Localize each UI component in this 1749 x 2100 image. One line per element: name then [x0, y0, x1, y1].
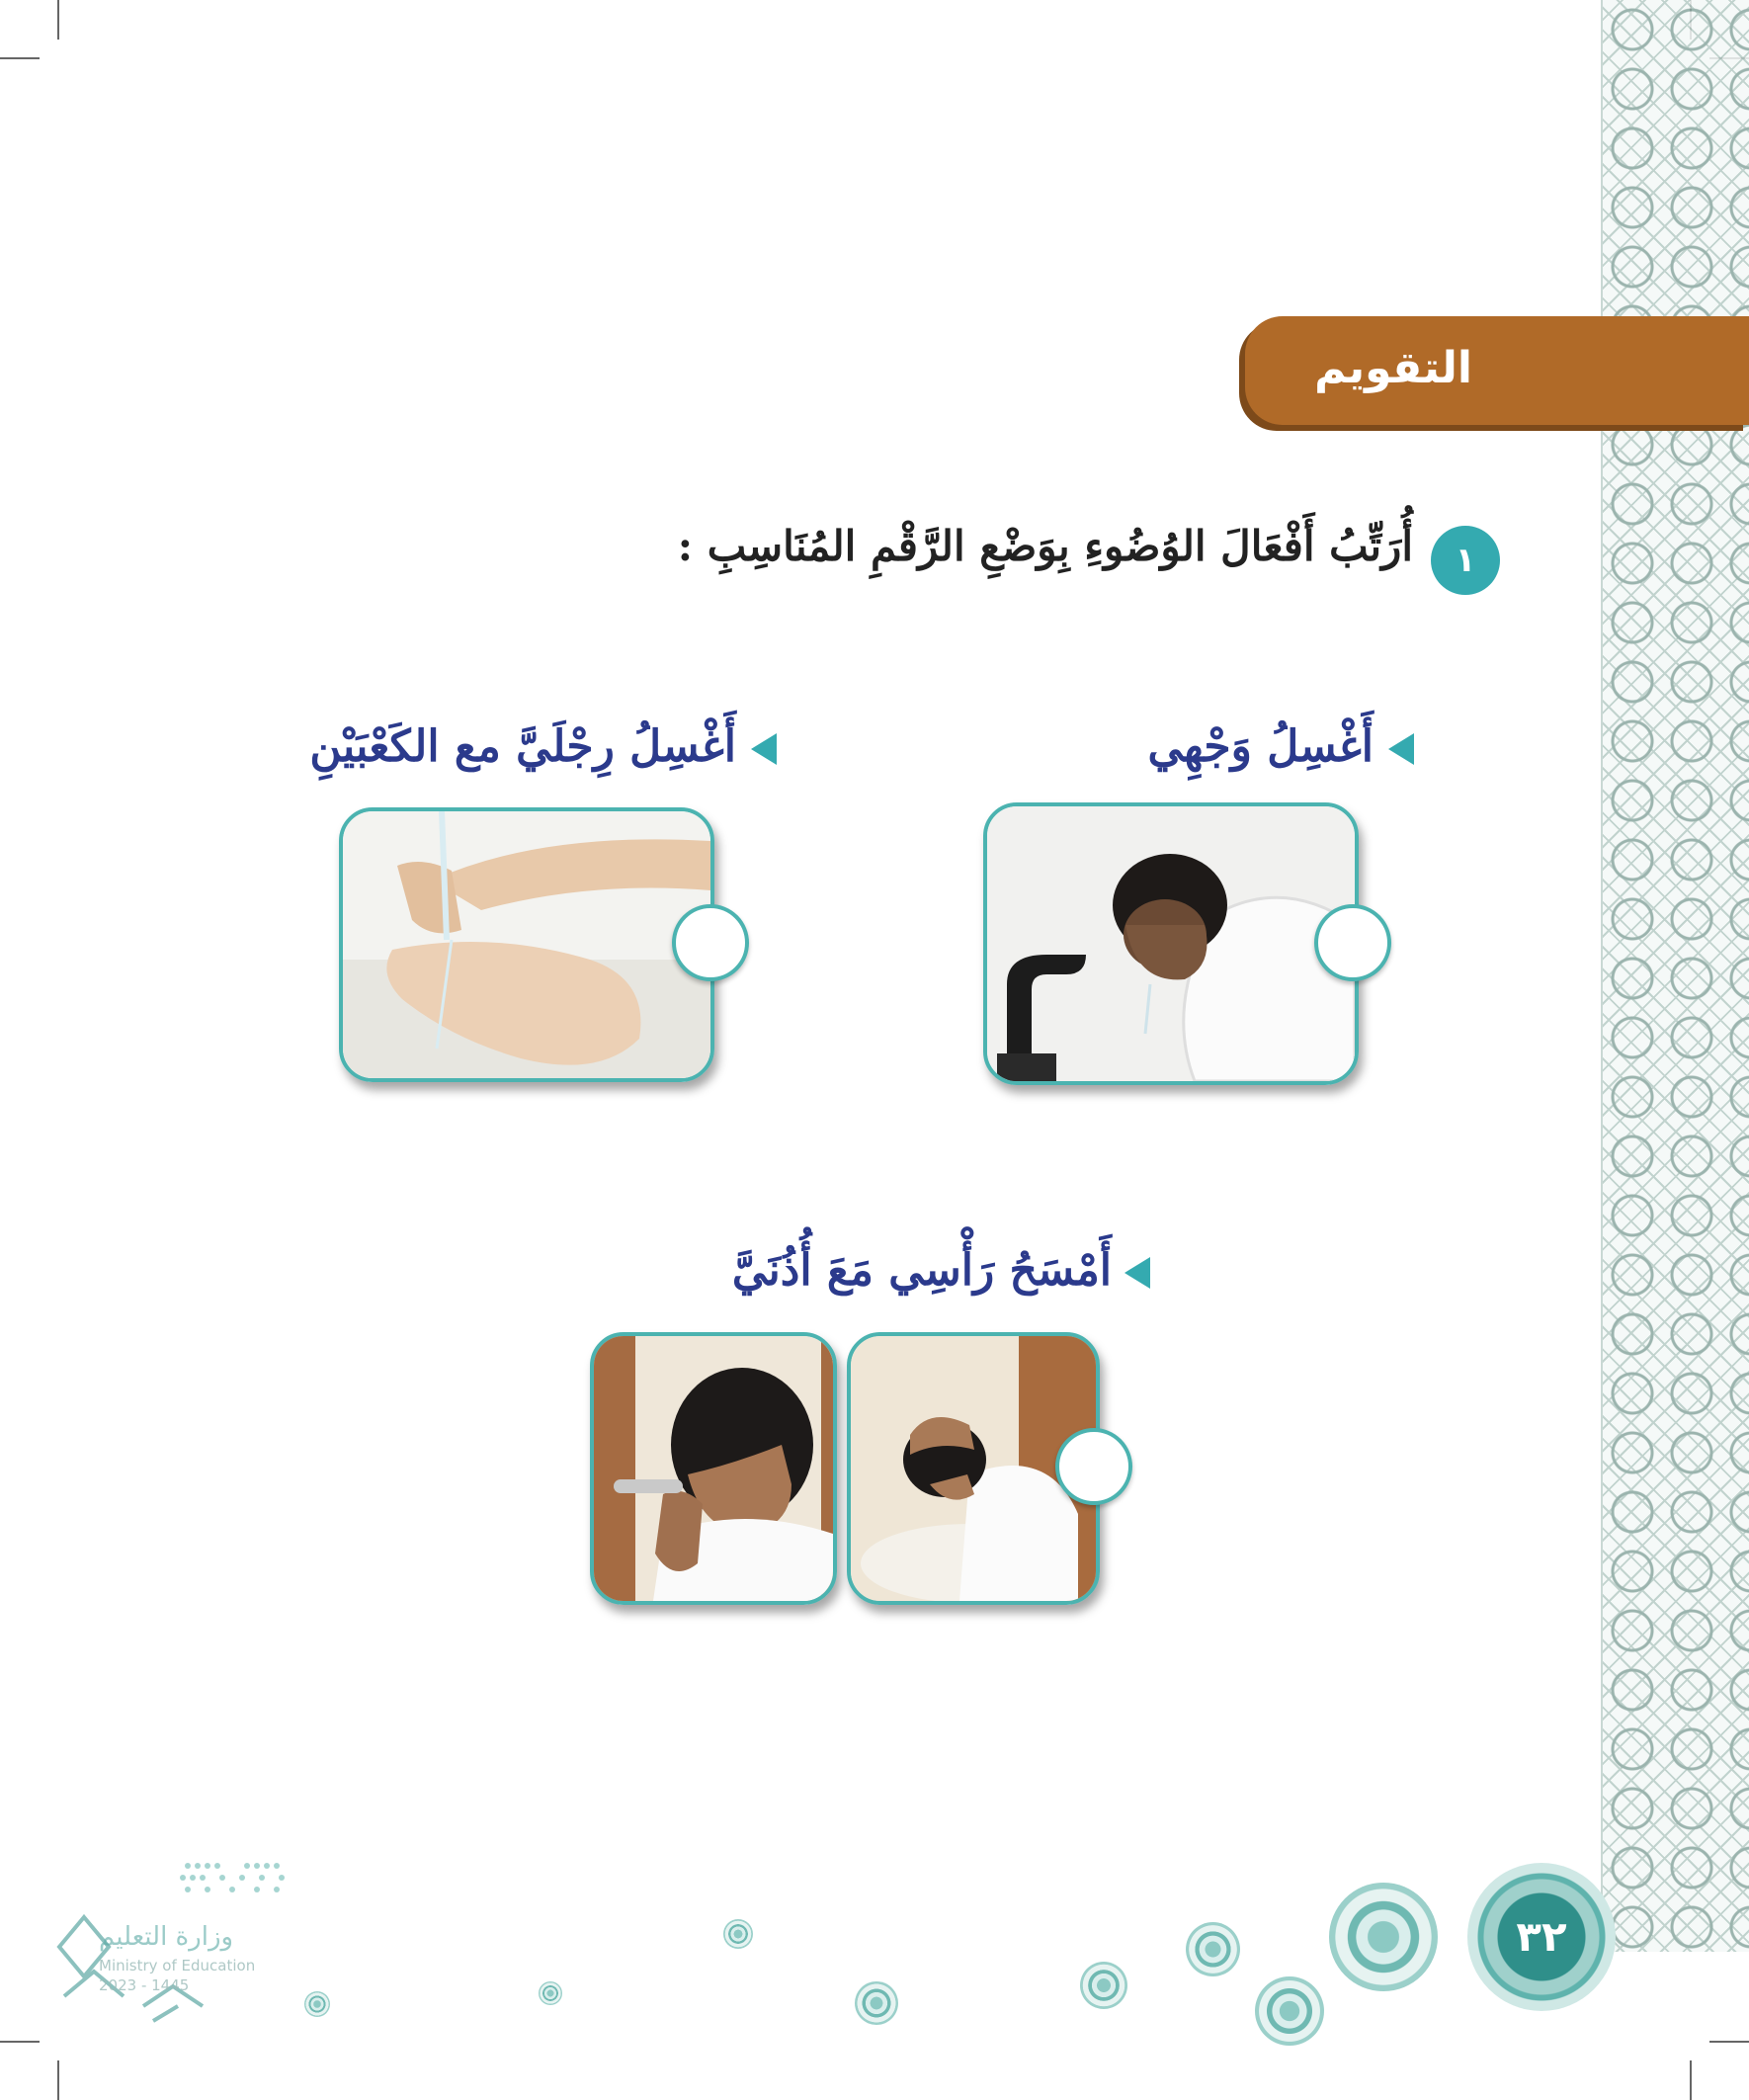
page-number: ٣٢ — [1516, 1912, 1567, 1961]
item-label-wash-face: أَغْسِلُ وَجْهِي — [1147, 721, 1374, 772]
strip-edge — [1601, 0, 1603, 1952]
crop-mark — [0, 2041, 40, 2043]
question-number-badge: ١ — [1431, 526, 1500, 595]
decorative-rosette — [1255, 1976, 1324, 2046]
decorative-pattern-strip — [1603, 0, 1749, 1952]
item-label-wipe-head: أَمْسَحُ رَأْسِي مَعَ أُذُنَيَّ — [731, 1245, 1112, 1296]
boy-washing-face-illustration — [987, 806, 1355, 1081]
bullet-triangle-icon — [751, 733, 777, 765]
answer-circle-wash-face[interactable] — [1314, 904, 1391, 981]
crop-mark — [1709, 2041, 1749, 2043]
section-title: التقويم — [1314, 343, 1472, 393]
decorative-rosette — [855, 1981, 898, 2025]
answer-circle-wash-feet[interactable] — [672, 904, 749, 981]
ministry-name-ar: وزارة التعليم — [99, 1922, 234, 1952]
photo-wash-feet — [339, 807, 714, 1082]
question-text: أُرَتِّبُ أَفْعَالَ الوُضُوءِ بِوَضْعِ الرَّقْمِ المُنَاسِبِ : — [677, 522, 1413, 570]
decorative-rosette — [304, 1991, 330, 2017]
photo-wash-face — [983, 802, 1359, 1085]
bullet-triangle-icon — [1388, 733, 1414, 765]
crop-mark — [57, 2060, 59, 2100]
photo-wipe-ears — [590, 1332, 837, 1605]
decorative-rosette — [1329, 1883, 1438, 1991]
washing-foot-illustration — [343, 811, 710, 1078]
decorative-rosette — [723, 1919, 753, 1949]
boy-wiping-ears-illustration — [594, 1336, 833, 1601]
item-label-wash-feet: أَغْسِلُ رِجْلَيَّ مع الكَعْبَيْنِ — [309, 721, 736, 772]
decorative-rosette — [1080, 1962, 1127, 2009]
decorative-rosette — [539, 1981, 562, 2005]
ministry-name-en: Ministry of Education — [99, 1957, 256, 1974]
crop-mark — [57, 0, 59, 40]
decorative-rosette — [1186, 1922, 1240, 1976]
crop-mark — [0, 57, 40, 59]
crop-mark — [1690, 2060, 1692, 2100]
answer-circle-wipe-head[interactable] — [1055, 1428, 1132, 1505]
bullet-triangle-icon — [1124, 1257, 1150, 1289]
ministry-year: 2023 - 1445 — [99, 1976, 190, 1994]
